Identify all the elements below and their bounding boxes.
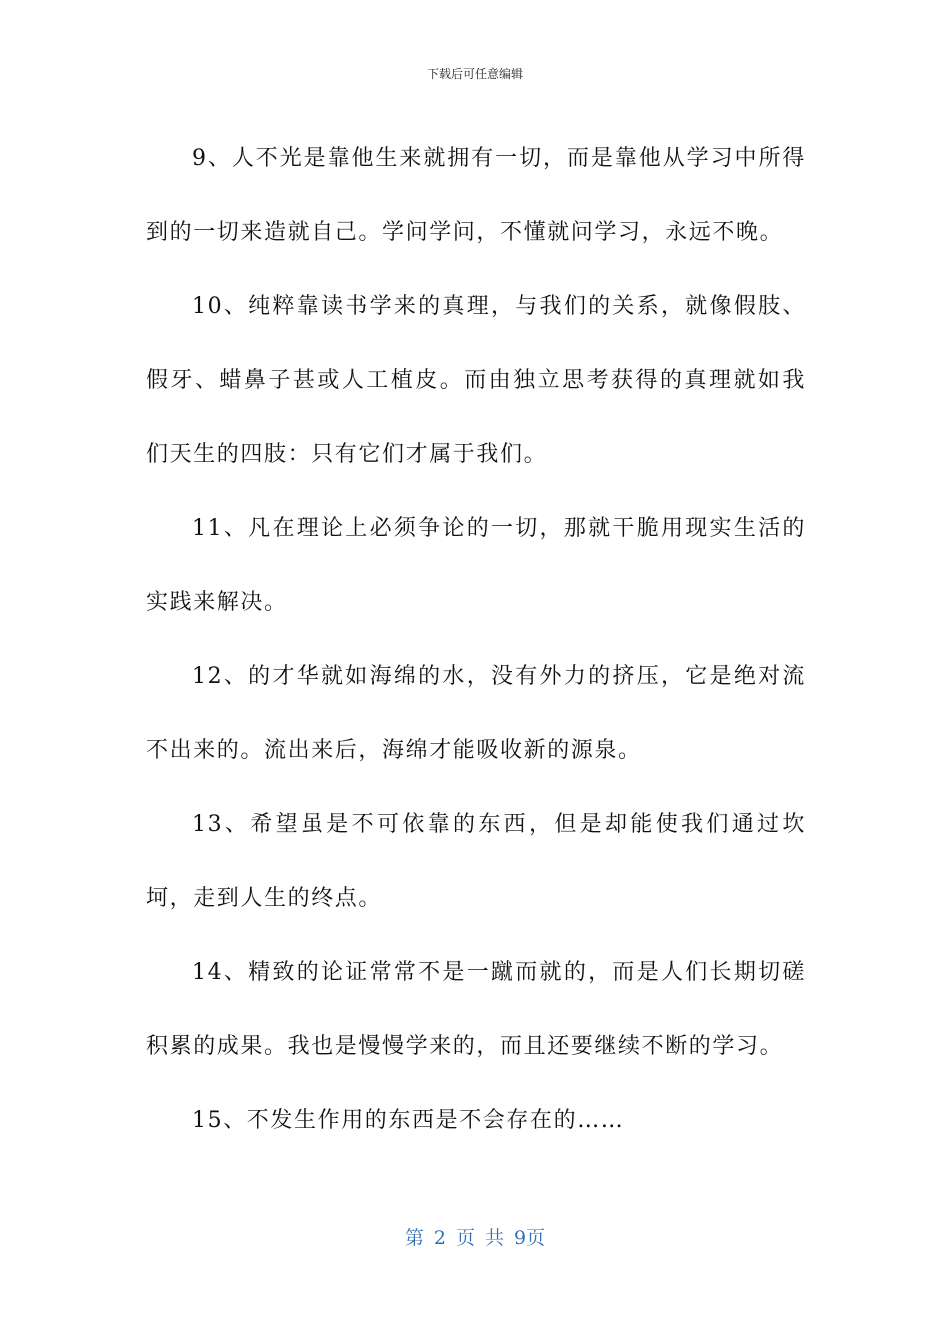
page-number-footer xyxy=(0,1226,950,1250)
footer-prefix: 第 xyxy=(404,1227,424,1249)
paragraph-13: 13、希望虽是不可依靠的东西，但是却能使我们通过坎坷，走到人生的终点。 xyxy=(146,812,806,911)
footer-middle: 页 共 xyxy=(455,1227,505,1249)
paragraph-15: 15、不发生作用的东西是不会存在的…… xyxy=(192,1108,625,1133)
paragraph-11: 11、凡在理论上必须争论的一切，那就干脆用现实生活的实践来解决。 xyxy=(146,516,806,615)
page-header-note: 下载后可任意编辑 xyxy=(426,67,523,81)
paragraph-9: 9、人不光是靠他生来就拥有一切，而是靠他从学习中所得到的一切来造就自己。学问学问，不懂就问学习，永远不晚。 xyxy=(146,146,806,245)
document-body xyxy=(146,122,806,1158)
paragraph-10: 10、纯粹靠读书学来的真理，与我们的关系，就像假肢、假牙、蜡鼻子甚或人工植皮。而由独立思考获得的真理就如我们天生的四肢：只有它们才属于我们。 xyxy=(146,294,806,467)
footer-total-pages: 9页 xyxy=(514,1227,546,1249)
paragraph-12: 12、的才华就如海绵的水，没有外力的挤压，它是绝对流不出来的。流出来后，海绵才能吸收新的源泉。 xyxy=(146,664,806,763)
paragraph-14: 14、精致的论证常常不是一蹴而就的，而是人们长期切磋积累的成果。我也是慢慢学来的，而且还要继续不断的学习。 xyxy=(146,960,806,1059)
footer-current-page: 2 xyxy=(433,1227,446,1249)
